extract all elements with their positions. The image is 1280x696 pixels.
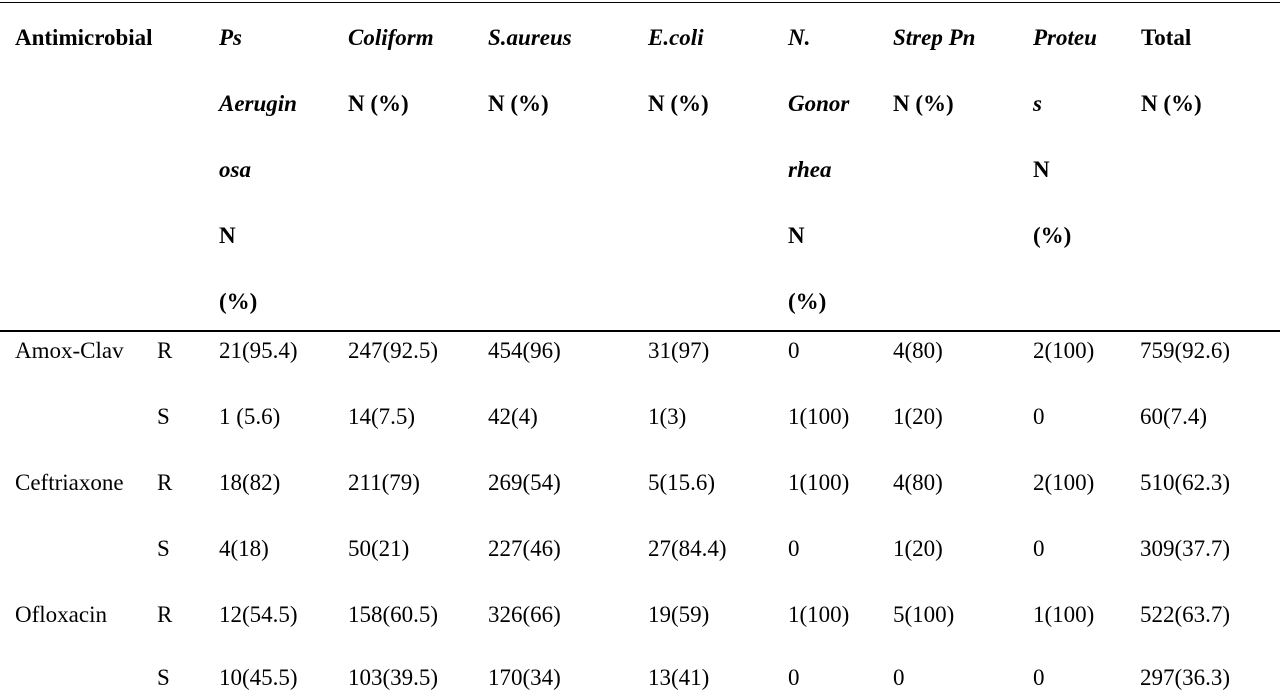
row-2-n-gonorrhea: 1(100) — [788, 404, 850, 429]
row-5-e-coli: 19(59) — [648, 602, 710, 627]
row-5-proteus: 1(100) — [1033, 602, 1095, 627]
row-6-proteus: 0 — [1033, 665, 1045, 690]
row-2-proteus: 0 — [1033, 404, 1045, 429]
row-1-proteus: 2(100) — [1033, 338, 1095, 363]
row-5-s-aureus: 326(66) — [488, 602, 561, 627]
header-coliform-unit: N (%) — [348, 91, 409, 116]
row-6-total: 297(36.3) — [1140, 665, 1231, 690]
header-proteus-name: Proteu s — [1033, 25, 1097, 116]
row-4-strep-pn: 1(20) — [893, 536, 943, 561]
row-4-s-aureus: 227(46) — [488, 536, 561, 561]
row-3-coliform: 211(79) — [348, 470, 420, 495]
row-4-total: 309(37.7) — [1140, 536, 1231, 561]
row-3-proteus: 2(100) — [1033, 470, 1095, 495]
header-e-coli-unit: N (%) — [648, 91, 709, 116]
header-proteus-unit: N (%) — [1033, 157, 1072, 248]
row-3-strep-pn: 4(80) — [893, 470, 943, 495]
row-2-status: S — [157, 404, 170, 429]
row-6-ps-aeruginosa: 10(45.5) — [219, 665, 298, 690]
row-3-drug: Ceftriaxone — [15, 470, 124, 495]
header-e-coli — [648, 5, 709, 137]
row-4-e-coli: 27(84.4) — [648, 536, 727, 561]
header-strep-pn-name: Strep Pn — [893, 25, 976, 50]
row-1-status: R — [157, 338, 173, 363]
header-ps-aeruginosa-name: Ps Aerugin osa — [219, 25, 297, 182]
header-proteus — [1033, 5, 1097, 269]
table-top-rule — [0, 2, 1280, 3]
header-ps-aeruginosa — [219, 5, 297, 335]
row-6-coliform: 103(39.5) — [348, 665, 439, 690]
row-6-n-gonorrhea: 0 — [788, 665, 800, 690]
header-s-aureus — [488, 5, 572, 137]
row-3-status: R — [157, 470, 173, 495]
row-5-total: 522(63.7) — [1140, 602, 1231, 627]
row-2-e-coli: 1(3) — [648, 404, 687, 429]
row-1-drug: Amox-Clav — [15, 338, 124, 363]
header-antimicrobial: Antimicrobial — [15, 25, 153, 50]
row-1-strep-pn: 4(80) — [893, 338, 943, 363]
header-e-coli-name: E.coli — [648, 25, 704, 50]
header-coliform — [348, 5, 434, 137]
row-4-proteus: 0 — [1033, 536, 1045, 561]
row-6-strep-pn: 0 — [893, 665, 905, 690]
row-2-strep-pn: 1(20) — [893, 404, 943, 429]
row-6-s-aureus: 170(34) — [488, 665, 561, 690]
row-3-n-gonorrhea: 1(100) — [788, 470, 850, 495]
row-1-e-coli: 31(97) — [648, 338, 710, 363]
header-total: Total N (%) — [1141, 25, 1202, 116]
row-4-status: S — [157, 536, 170, 561]
header-n-gonorrhea — [788, 5, 849, 335]
row-2-total: 60(7.4) — [1140, 404, 1208, 429]
header-strep-pn-unit: N (%) — [893, 91, 954, 116]
row-4-ps-aeruginosa: 4(18) — [219, 536, 269, 561]
header-bottom-rule — [0, 330, 1280, 332]
row-4-n-gonorrhea: 0 — [788, 536, 800, 561]
row-3-total: 510(62.3) — [1140, 470, 1231, 495]
header-coliform-name: Coliform — [348, 25, 434, 50]
row-2-ps-aeruginosa: 1 (5.6) — [219, 404, 281, 429]
row-6-status: S — [157, 665, 170, 690]
row-1-total: 759(92.6) — [1140, 338, 1231, 363]
row-2-s-aureus: 42(4) — [488, 404, 538, 429]
header-s-aureus-unit: N (%) — [488, 91, 549, 116]
row-5-status: R — [157, 602, 173, 627]
row-4-coliform: 50(21) — [348, 536, 410, 561]
row-5-ps-aeruginosa: 12(54.5) — [219, 602, 298, 627]
row-5-coliform: 158(60.5) — [348, 602, 439, 627]
header-n-gonorrhea-unit: N (%) — [788, 223, 827, 314]
row-3-s-aureus: 269(54) — [488, 470, 561, 495]
row-6-e-coli: 13(41) — [648, 665, 710, 690]
row-1-ps-aeruginosa: 21(95.4) — [219, 338, 298, 363]
row-5-strep-pn: 5(100) — [893, 602, 955, 627]
row-3-e-coli: 5(15.6) — [648, 470, 716, 495]
row-2-coliform: 14(7.5) — [348, 404, 416, 429]
row-1-s-aureus: 454(96) — [488, 338, 561, 363]
header-s-aureus-name: S.aureus — [488, 25, 572, 50]
header-ps-aeruginosa-unit: N (%) — [219, 223, 258, 314]
row-5-n-gonorrhea: 1(100) — [788, 602, 850, 627]
row-1-coliform: 247(92.5) — [348, 338, 439, 363]
row-5-drug: Ofloxacin — [15, 602, 107, 627]
row-1-n-gonorrhea: 0 — [788, 338, 800, 363]
header-n-gonorrhea-name: N. Gonor rhea — [788, 25, 850, 182]
row-3-ps-aeruginosa: 18(82) — [219, 470, 281, 495]
header-strep-pn — [893, 5, 975, 137]
